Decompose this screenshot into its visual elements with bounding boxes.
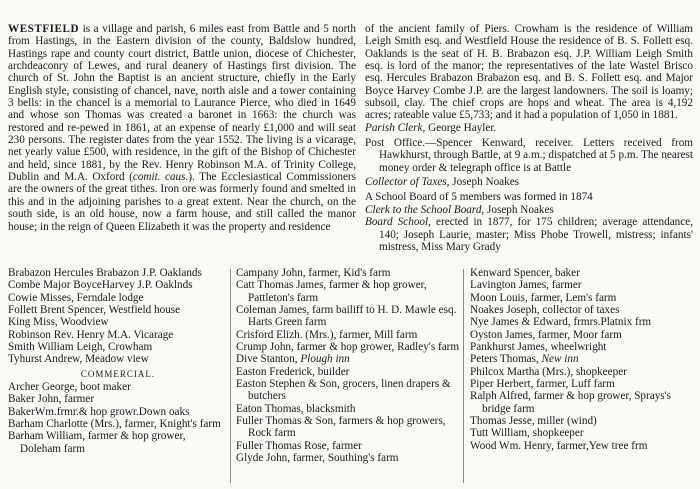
list-column-1 bbox=[8, 267, 228, 455]
parish-clerk-name: George Hayler. bbox=[425, 121, 497, 134]
board-school-label: Board School, bbox=[365, 216, 431, 229]
list-item: Tutt William, shopkeeper bbox=[470, 427, 584, 440]
list-item: Piper Herbert, farmer, Luff farm bbox=[470, 378, 615, 391]
school-board-clerk-label: Clerk to the School Board, bbox=[365, 203, 485, 216]
parish-details-column bbox=[365, 23, 693, 253]
place-name: WESTFIELD bbox=[8, 23, 80, 35]
list-item: Campany John, farmer, Kid's farm bbox=[236, 267, 391, 279]
parish-description-column bbox=[8, 23, 356, 233]
list-item: Thomas Jesse, miller (wind) bbox=[470, 415, 597, 428]
list-item: Lavington James, farmer bbox=[470, 279, 582, 292]
parish-details-text: of the ancient family of Piers. Crowham is the residence of William Leigh Smith esq. and Westfield House the residence of B. S. Follett esq. Oaklands is the seat of H. B. Brabazon esq. J.P. William Leigh Smith esq. is lord of the manor; the representatives of the late Wastel Brisco esq. Hercules Brabazon Brabazon esq. and B. S. Follett esq. and Major Boyce Harvey Combe J.P. are the largest landowners. The soil is loamy; subsoil, clay. The chief crops are hops and wheat. The area is 4,192 acres; rateable value £5,733; and it had a population of 1,050 in 1881. bbox=[365, 23, 693, 122]
list-item: Fuller Thomas Rose, farmer bbox=[236, 439, 362, 452]
list-item: Glyde John, farmer, Southing's farm bbox=[236, 452, 399, 465]
private-residents-list bbox=[8, 267, 228, 366]
school-board: A School Board of 5 members was formed in 1874 bbox=[365, 191, 593, 204]
list-item: Ralph Alfred, farmer & hop grower, Sprays's bridge farm bbox=[470, 390, 672, 415]
list-item: Catt Thomas James, farmer & hop grower, Pattleton's farm bbox=[236, 279, 427, 304]
list-item: Baker John, farmer bbox=[8, 393, 95, 406]
school-board-clerk bbox=[365, 204, 693, 216]
list-item: Fuller Thomas & Son, farmers & hop growers, Rock farm bbox=[236, 415, 446, 440]
column-divider-2 bbox=[463, 269, 464, 483]
commercial-list-3 bbox=[470, 267, 693, 452]
list-item: Follett Brent Spencer, Westfield house bbox=[8, 304, 181, 317]
list-item: Dive Stanton, Plough inn bbox=[236, 353, 350, 366]
commercial-heading: COMMERCIAL. bbox=[80, 368, 156, 379]
list-item: Barham Charlotte (Mrs.), farmer, Knight's farm bbox=[8, 418, 221, 431]
list-item: Combe Major BoyceHarvey J.P. Oaklnds bbox=[8, 279, 193, 292]
list-item: King Miss, Woodview bbox=[8, 316, 109, 329]
board-school bbox=[365, 216, 693, 253]
list-column-3 bbox=[470, 267, 693, 452]
list-item: Cowie Misses, Ferndale lodge bbox=[8, 291, 144, 304]
collector-name: Joseph Noakes bbox=[449, 176, 520, 189]
inn-name: New inn bbox=[541, 353, 579, 366]
list-item: Oyston James, farmer, Moor farm bbox=[470, 328, 622, 341]
list-item: Pankhurst James, wheelwright bbox=[470, 341, 607, 354]
column-divider-1 bbox=[230, 269, 231, 483]
list-item: Robinson Rev. Henry M.A. Vicarage bbox=[8, 328, 174, 341]
list-item: Easton Frederick, builder bbox=[236, 365, 350, 378]
list-item: Archer George, boot maker bbox=[8, 381, 131, 394]
list-column-2 bbox=[236, 267, 461, 465]
post-office: Post Office.—Spencer Kenward, receiver. Letters received from Hawkhurst, through Battle, at 9 a.m.; dispatched at 5 p.m. The nearest money order & telegraph office is at Battle bbox=[365, 137, 693, 174]
list-item: BakerWm.frmr.& hop growr.Down oaks bbox=[8, 405, 190, 418]
list-item: Brabazon Hercules Brabazon J.P. Oaklands bbox=[8, 267, 202, 279]
list-item: Kenward Spencer, baker bbox=[470, 267, 580, 279]
board-school-text: erected in 1877, for 175 children; average attendance, 140; Joseph Laurie, master; Miss Phobe Trowell, mistress; infants' mistress, Miss Mary Grady bbox=[379, 216, 693, 253]
school-board-clerk-name: Joseph Noakes bbox=[484, 203, 554, 216]
list-item: Eaton Thomas, blacksmith bbox=[236, 402, 356, 415]
list-item: Easton Stephen & Son, grocers, linen drapers & butchers bbox=[236, 378, 451, 403]
collector-of-taxes bbox=[365, 176, 693, 188]
list-item: Nye James & Edward, frmrs.Platnix frm bbox=[470, 316, 652, 329]
description-text-2: ). The Ecclesiastical Commissioners are the owners of the great tithes. Iron ore was formerly found and smelted in this and in the adjoining parishes to a great extent. Near the church, on the south side, is an old house, now a farm house, and still called the manor house; in the reign of Queen Elizabeth it was the property and residence bbox=[8, 171, 356, 233]
list-item: Philcox Martha (Mrs.), shopkeeper bbox=[470, 365, 627, 378]
list-item: Wood Wm. Henry, farmer,Yew tree frm bbox=[470, 439, 648, 452]
commercial-list-2 bbox=[236, 267, 461, 465]
commercial-list-1 bbox=[8, 381, 228, 455]
list-item: Barham William, farmer & hop grower, Doleham farm bbox=[8, 430, 186, 455]
list-item: Tyhurst Andrew, Meadow view bbox=[8, 353, 149, 366]
list-item: Smith William Leigh, Crowham bbox=[8, 341, 153, 354]
inn-name: Plough inn bbox=[300, 353, 350, 366]
parish-description bbox=[8, 23, 356, 233]
description-text-1: is a village and parish, 6 miles east from Battle and 5 north from Hastings, in the Eastern division of the county, Baldslow hundred, Hastings rape and county court district, Battle union, diocese of Chichester, archdeaconry of Lewes, and rural deanery of Hastings first division. The church of St. John the Baptist is an ancient structure, chiefly in the Early English style, consisting of chancel, nave, north aisle and a tower containing 3 bells: in the chancel is a memorial to Laurance Pierce, who died in 1649 and whose son Thomas was created a baronet in 1663: the church was restored and re-pewed in 1861, at an expense of nearly £1,000 and will seat 230 persons. The register dates from the year 1552. The living is a vicarage, net yearly value £500, with residence, in the gift of the Bishop of Chichester and held, since 1881, by the Rev. Henry Robinson M.A. of Trinity College, Dublin and M.A. Oxford ( bbox=[8, 23, 356, 184]
description-italic: comit. caus. bbox=[132, 171, 189, 184]
list-item: Crisford Elizh. (Mrs.), farmer, Mill farm bbox=[236, 328, 418, 341]
parish-clerk bbox=[365, 122, 693, 134]
list-item: Coleman James, farm bailiff to H. D. Mawle esq. Harts Green farm bbox=[236, 304, 457, 329]
parish-clerk-label: Parish Clerk, bbox=[365, 121, 426, 134]
list-item: Crump John, farmer & hop grower, Radley's farm bbox=[236, 341, 460, 354]
collector-label: Collector of Taxes, bbox=[365, 176, 450, 189]
list-item: Noakes Joseph, collector of taxes bbox=[470, 304, 620, 317]
list-item: Moon Louis, farmer, Lem's farm bbox=[470, 291, 617, 304]
list-item: Peters Thomas, New inn bbox=[470, 353, 579, 366]
